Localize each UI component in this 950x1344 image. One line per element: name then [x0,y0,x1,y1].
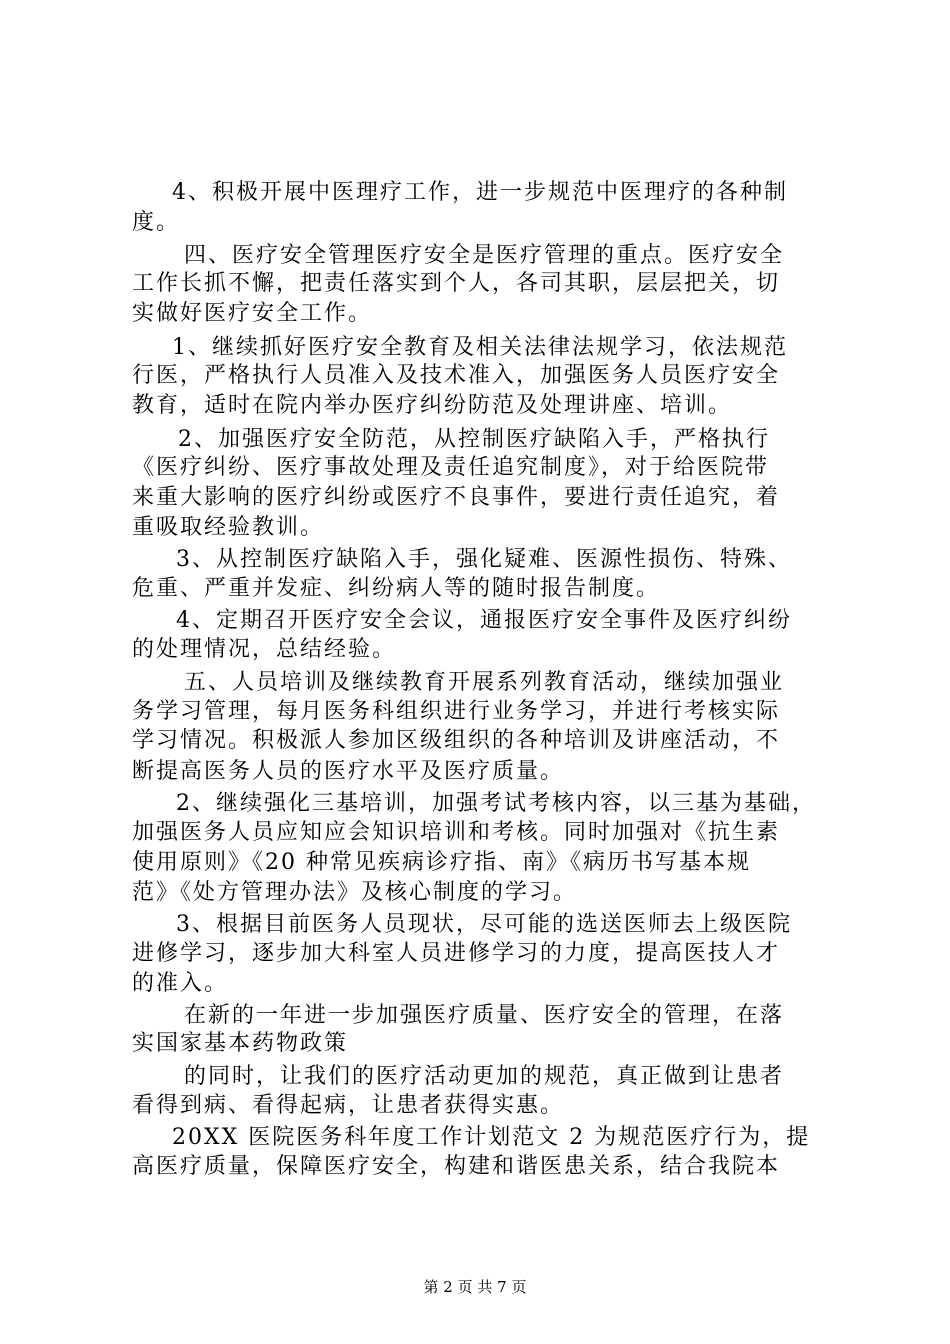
text-line-30: 的同时，让我们的医疗活动更加的规范，真正做到让患者 [184,1064,785,1089]
text-line-32: 20XX 医院医务科年度工作计划范文 2 为规范医疗行为，提 [172,1125,811,1150]
text-line-19: 学习情况。积极派人参加区级组织的各种培训及讲座活动，不 [132,728,781,753]
text-line-3: 四、医疗安全管理医疗安全是医疗管理的重点。医疗安全 [184,243,785,268]
text-line-12: 重吸取经验教训。 [132,515,325,540]
text-line-17: 五、人员培训及继续教育开展系列教育活动，继续加强业 [184,670,785,695]
text-line-1: 4、积极开展中医理疗工作，进一步规范中医理疗的各种制 [172,180,788,205]
text-line-20: 断提高医务人员的医疗水平及医疗质量。 [132,759,565,784]
text-line-9: 2、加强医疗安全防范，从控制医疗缺陷入手，严格执行 [178,427,770,452]
text-line-11: 来重大影响的医疗纠纷或医疗不良事件，要进行责任追究，着 [132,485,781,510]
text-line-16: 的处理情况，总结经验。 [132,637,397,662]
text-line-22: 加强医务人员应知应会知识培训和考核。同时加强对《抗生素 [132,820,781,845]
text-line-21: 2、继续强化三基培训，加强考试考核内容，以三基为基础， [176,791,816,816]
text-line-4: 工作长抓不懈，把责任落实到个人，各司其职，层层把关，切 [132,271,781,296]
text-line-15: 4、定期召开医疗安全会议，通报医疗安全事件及医疗纠纷 [176,608,792,633]
text-line-23: 使用原则》《20 种常见疾病诊疗指、南》《病历书写基本规 [132,850,751,875]
text-line-8: 教育，适时在院内举办医疗纠纷防范及处理讲座、培训。 [132,393,733,418]
page-number-footer: 第 2 页 共 7 页 [423,1278,527,1296]
text-line-24: 范》《处方管理办法》及核心制度的学习。 [132,880,578,905]
text-line-14: 危重、严重并发症、纠纷病人等的随时报告制度。 [132,576,661,601]
text-line-28: 在新的一年进一步加强医疗质量、医疗安全的管理，在落 [184,1003,785,1028]
text-line-10: 《医疗纠纷、医疗事故处理及责任追究制度》，对于给医院带 [132,455,770,480]
text-line-13: 3、从控制医疗缺陷入手，强化疑难、医源性损伤、特殊、 [176,547,792,572]
text-line-2: 度。 [132,210,181,235]
text-line-7: 行医，严格执行人员准入及技术准入，加强医务人员医疗安全 [132,363,781,388]
text-line-5: 实做好医疗安全工作。 [132,301,373,326]
text-line-18: 务学习管理，每月医务科组织进行业务学习，并进行考核实际 [132,699,781,724]
text-line-6: 1、继续抓好医疗安全教育及相关法律法规学习，依法规范 [172,335,788,360]
text-line-33: 高医疗质量，保障医疗安全，构建和谐医患关系，结合我院本 [132,1154,781,1179]
text-line-29: 实国家基本药物政策 [132,1031,349,1056]
text-line-26: 进修学习，逐步加大科室人员进修学习的力度，提高医技人才 [132,941,781,966]
text-line-27: 的准入。 [132,971,229,996]
text-line-25: 3、根据目前医务人员现状，尽可能的选送医师去上级医院 [176,912,792,937]
text-line-31: 看得到病、看得起病，让患者获得实惠。 [132,1093,565,1118]
